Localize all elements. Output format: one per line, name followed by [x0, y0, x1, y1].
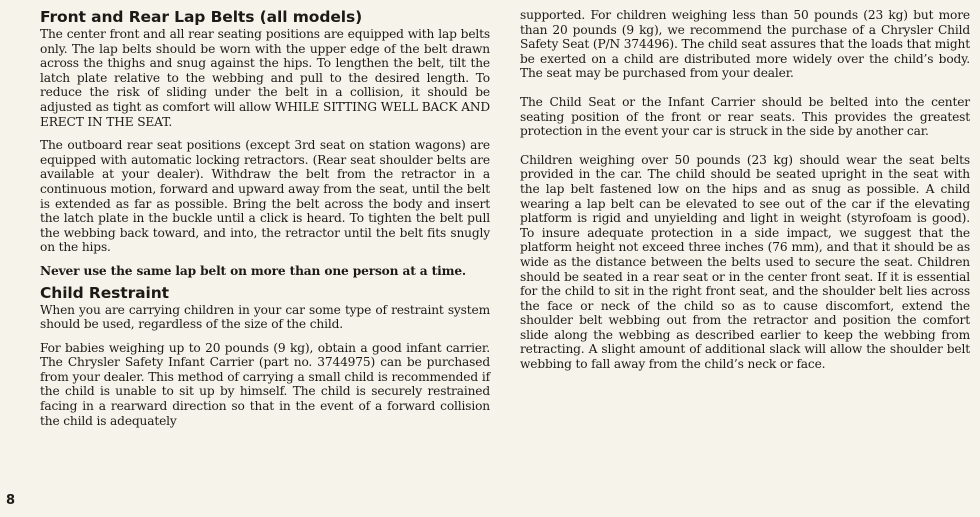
child-seat-continued-paragraph: supported. For children weighing less than 50 pounds (23 kg) but more than 20 pounds (9 kg), we recommend the purchase of a Chrysler Child Safety Seat (P/N 374496). The child seat assures that the loads that might be exerted on a child are distributed more widely over the child’s body. The seat may be purchased from your dealer. — [520, 8, 970, 81]
children-over-50-paragraph: Children weighing over 50 pounds (23 kg) should wear the seat belts provided in the car. The child should be seated upright in the seat with the lap belt fastened low on the hips and as snug as possible. A child wearing a lap belt can be elevated to see out of the car if the elevating platform is rigid and unyielding and light in weight (styrofoam is good). To insure adequate protection in a side impact, we suggest that the platform height not exceed three inches (76 mm), and that it should be as wide as the distance between the belts used to secure the seat. Children should be seated in a rear seat or in the center front seat. If it is essential for the child to sit in the right front seat, and the shoulder belt lies across the face or neck of the child so as to cause discomfort, extend the shoulder belt webbing out from the retractor and position the comfort slide along the webbing as described earlier to keep the webbing from retracting. A slight amount of additional slack will allow the shoulder belt webbing to fall away from the child’s neck or face. — [520, 152, 970, 372]
child-restraint-paragraph-1: When you are carrying children in your car some type of restraint system should be used, regardless of the size of the child. — [40, 302, 490, 332]
page-number: 8 — [6, 493, 16, 508]
child-seat-position-paragraph: The Child Seat or the Infant Carrier should be belted into the center seating position of the front or rear seats. This provides the greatest protection in the event your car is struck in the side by another car. — [520, 94, 970, 139]
lap-belts-paragraph-1: The center front and all rear seating positions are equipped with lap belts only. The lap belts should be worn with the upper edge of the belt drawn across the thighs and snug against the hips. To lengthen the belt, tilt the latch plate relative to the webbing and pull to the desired length. To reduce the risk of sliding under the belt in a collision, it should be adjusted as tight as comfort will allow WHILE SITTING WELL BACK AND ERECT IN THE SEAT. — [40, 27, 490, 129]
lap-belts-paragraph-2: The outboard rear seat positions (except 3rd seat on station wagons) are equipped with automatic locking retractors. (Rear seat shoulder belts are available at your dealer). Withdraw the belt from the retractor in a continuous motion, forward and upward away from the seat, until the belt is extended as far as possible. Bring the belt across the body and insert the latch plate in the buckle until a click is heard. To tighten the belt pull the webbing back toward, and into, the retractor until the belt fits snugly on the hips. — [40, 138, 490, 255]
child-restraint-heading: Child Restraint — [40, 283, 169, 302]
left-column — [40, 8, 490, 437]
child-restraint-paragraph-2: For babies weighing up to 20 pounds (9 kg), obtain a good infant carrier. The Chrysler Safety Infant Carrier (part no. 3744975) can be purchased from your dealer. This method of carrying a small child is recommended if the child is unable to sit up by himself. The child is securely restrained facing in a rearward direction so that in the event of a forward collision the child is adequately — [40, 340, 490, 428]
right-column — [520, 8, 970, 386]
lap-belts-heading: Front and Rear Lap Belts (all models) — [40, 8, 363, 26]
lap-belt-warning: Never use the same lap belt on more than one person at a time. — [40, 263, 467, 278]
